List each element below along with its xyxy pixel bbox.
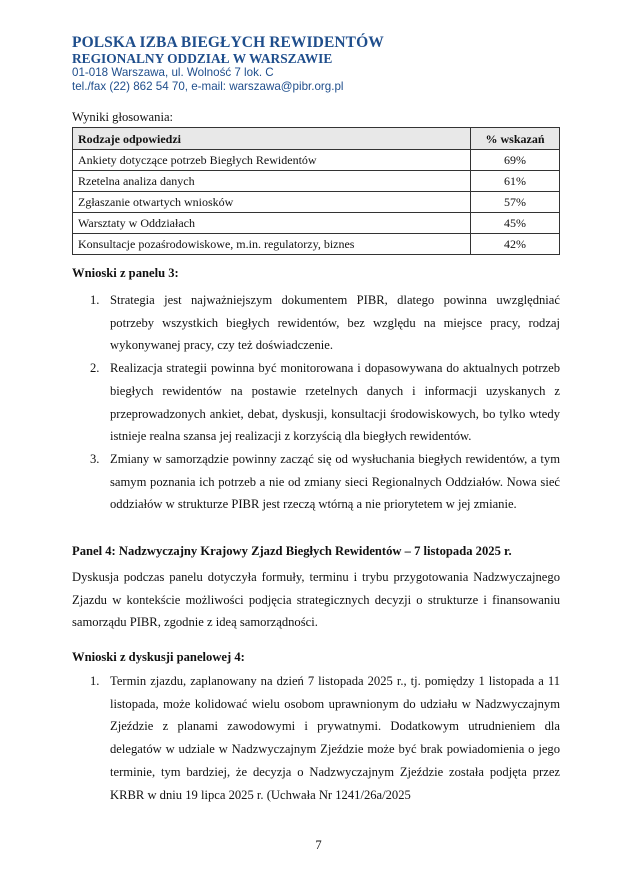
voting-results-table bbox=[72, 127, 560, 255]
list-item bbox=[72, 448, 560, 516]
percent-cell: 69% bbox=[471, 150, 560, 171]
column-header-percent: % wskazań bbox=[471, 128, 560, 150]
list-text: Termin zjazdu, zaplanowany na dzień 7 listopada 2025 r., tj. pomiędzy 1 listopada a 11 listopada, może kolidować wielu osobom uprawnionym do udziału w Nadzwyczajnym Zjeździe z planami zawodowymi i prywatnymi. Dodatkowym utrudnieniem dla delegatów w udziale w Nadzwyczajnym Zjeździe może być brak powiadomienia o jego terminie, tym bardziej, że decyzja o Nadzwyczajnym Zjeździe została podjęta przez KRBR w dniu 19 lipca 2025 r. (Uchwała Nr 1241/26a/2025 bbox=[110, 674, 560, 802]
column-header-answer: Rodzaje odpowiedzi bbox=[73, 128, 471, 150]
percent-cell: 42% bbox=[471, 234, 560, 255]
percent-cell: 61% bbox=[471, 171, 560, 192]
list-number: 2. bbox=[90, 361, 100, 376]
panel3-conclusions-list bbox=[72, 289, 560, 516]
list-number: 3. bbox=[90, 451, 100, 466]
table-row bbox=[73, 234, 560, 255]
answer-cell: Rzetelna analiza danych bbox=[73, 171, 471, 192]
list-text: Zmiany w samorządzie powinny zacząć się od wysłuchania biegłych rewidentów, a tym samym poznania ich potrzeb a nie od zmiany sieci Regionalnych Oddziałów. Nowa sieć oddziałów w strukturze PIBR jest rzeczą wtórną a nie priorytetem w jej zmianie. bbox=[110, 451, 560, 512]
list-text: Realizacja strategii powinna być monitorowana i dopasowywana do aktualnych potrzeb biegłych rewidentów na postawie rzetelnych danych i informacji uzyskanych z przeprowadzonych ankiet, debat, dyskusji, konsultacji środowiskowych, bo tylko wtedy istnieje realna szansa jej realizacji z korzyścią dla biegłych rewidentów. bbox=[110, 361, 560, 444]
address: 01-018 Warszawa, ul. Wolność 7 lok. C bbox=[72, 66, 274, 79]
letterhead bbox=[72, 34, 384, 94]
answer-cell: Zgłaszanie otwartych wniosków bbox=[73, 192, 471, 213]
answer-cell: Konsultacje pozaśrodowiskowe, m.in. regulatorzy, biznes bbox=[73, 234, 471, 255]
percent-cell: 45% bbox=[471, 213, 560, 234]
answer-cell: Ankiety dotyczące potrzeb Biegłych Rewidentów bbox=[73, 150, 471, 171]
contact-info: tel./fax (22) 862 54 70, e-mail: warszawa@pibr.org.pl bbox=[72, 80, 344, 93]
list-item bbox=[72, 357, 560, 448]
table-row bbox=[73, 150, 560, 171]
table-row bbox=[73, 213, 560, 234]
list-item bbox=[72, 289, 560, 357]
table-header-row bbox=[73, 128, 560, 150]
panel4-heading: Panel 4: Nadzwyczajny Krajowy Zjazd Biegłych Rewidentów – 7 listopada 2025 r. bbox=[72, 544, 512, 558]
panel4-description: Dyskusja podczas panelu dotyczyła formuły, terminu i trybu przygotowania Nadzwyczajnego Zjazdu w kontekście możliwości podjęcia strategicznych decyzji o strukturze i finansowaniu samorządu PIBR, zgodnie z ideą samorządności. bbox=[72, 570, 560, 630]
list-text: Strategia jest najważniejszym dokumentem PIBR, dlatego powinna uwzględniać potrzeby wszystkich biegłych rewidentów, bez względu na miejsce pracy, rodzaj wykonywanej pracy, czy też doświadczenie. bbox=[110, 293, 560, 353]
panel4-conclusions-list bbox=[72, 670, 560, 806]
page-number: 7 bbox=[315, 838, 322, 852]
answer-cell: Warsztaty w Oddziałach bbox=[73, 213, 471, 234]
table-row bbox=[73, 171, 560, 192]
list-number: 1. bbox=[90, 293, 100, 307]
list-item bbox=[72, 670, 560, 806]
list-number: 1. bbox=[90, 674, 100, 688]
voting-results-label: Wyniki głosowania: bbox=[72, 110, 174, 124]
organization-name: POLSKA IZBA BIEGŁYCH REWIDENTÓW bbox=[72, 34, 384, 51]
percent-cell: 57% bbox=[471, 192, 560, 213]
panel3-conclusions-heading: Wnioski z panelu 3: bbox=[72, 266, 179, 280]
branch-name: REGIONALNY ODDZIAŁ W WARSZAWIE bbox=[72, 51, 333, 66]
table-row bbox=[73, 192, 560, 213]
panel4-conclusions-heading: Wnioski z dyskusji panelowej 4: bbox=[72, 650, 245, 664]
